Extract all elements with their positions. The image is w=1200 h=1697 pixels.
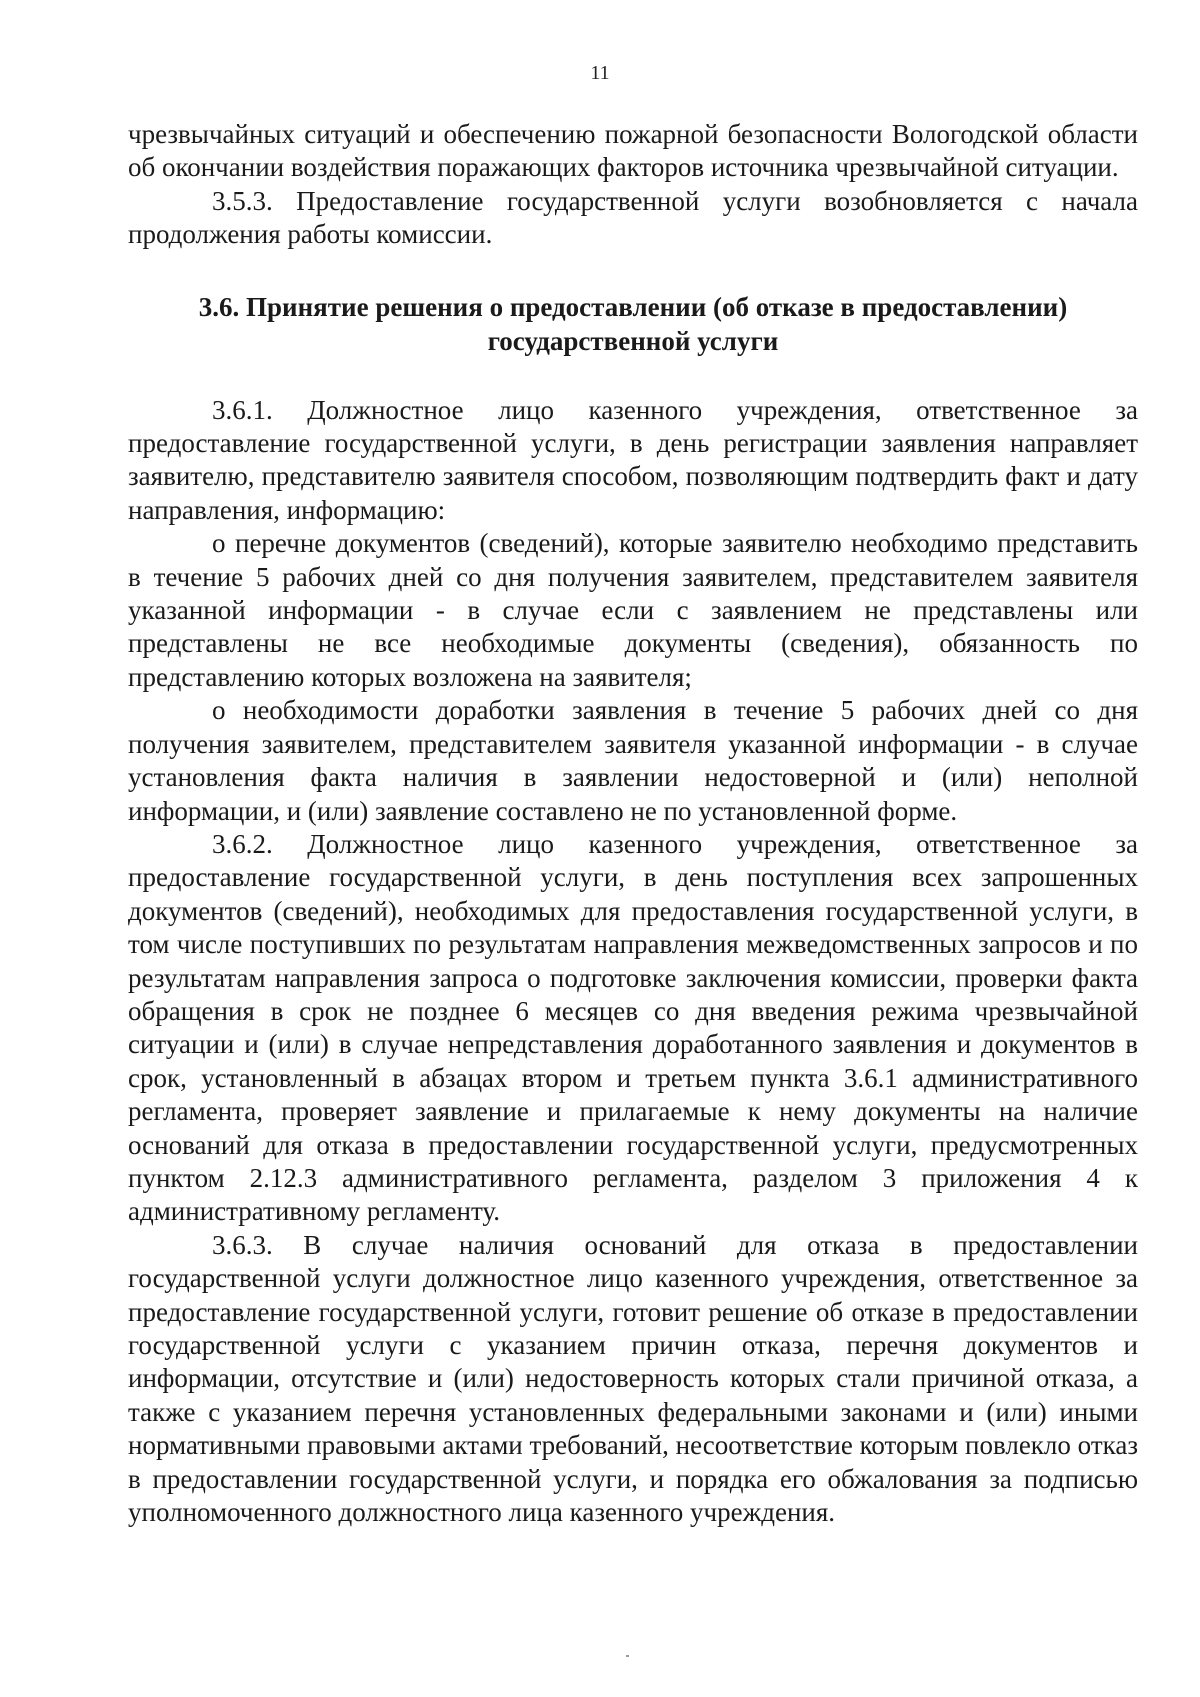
paragraph-3-5-3: 3.5.3. Предоставление государственной услуги возобновляется с начала продолжения работы комиссии.: [128, 185, 1138, 250]
section-heading-3-6: [128, 290, 1138, 358]
paragraph-3-6-1: 3.6.1. Должностное лицо казенного учреждения, ответственное за предоставление государственной услуги, в день регистрации заявления направляет заявителю, представителю заявителя способом, позволяющим подтвердить факт и дату направления, информацию:: [128, 394, 1138, 525]
paragraph-3-6-2: 3.6.2. Должностное лицо казенного учреждения, ответственное за предоставление государственной услуги, в день поступления всех запрошенных документов (сведений), необходимых для предоставления государственной услуги, в том числе поступивших по результатам направления межведомственных запросов и по результатам направления запроса о подготовке заключения комиссии, проверки факта обращения в срок не позднее 6 месяцев со дня введения режима чрезвычайной ситуации и (или) в случае непредставления доработанного заявления и документов в срок, установленный в абзацах втором и третьем пункта 3.6.1 административного регламента, проверяет заявление и прилагаемые к нему документы на наличие оснований для отказа в предоставлении государственной услуги, предусмотренных пунктом 2.12.3 административного регламента, разделом 3 приложения 4 к административному регламенту.: [128, 828, 1138, 1227]
page-number: 11: [590, 62, 610, 84]
paragraph-3-6-1-item-a: о перечне документов (сведений), которые заявителю необходимо представить в течение 5 рабочих дней со дня получения заявителем, представителем заявителя указанной информации - в случае если с заявлением не представлены или представлены не все необходимые документы (сведения), обязанность по представлению которых возложена на заявителя;: [128, 528, 1138, 692]
paragraph-continuation: чрезвычайных ситуаций и обеспечению пожарной безопасности Вологодской области об окончании воздействия поражающих факторов источника чрезвычайной ситуации.: [128, 119, 1138, 183]
section-heading-line-1: 3.6. Принятие решения о предоставлении (об отказе в предоставлении): [198, 291, 1068, 322]
scan-speck: [626, 1655, 629, 1657]
document-body: [128, 118, 1138, 1529]
paragraph-3-6-3: 3.6.3. В случае наличия оснований для отказа в предоставлении государственной услуги должностное лицо казенного учреждения, ответственное за предоставление государственной услуги, готовит решение об отказе в предоставлении государственной услуги с указанием причин отказа, перечня документов и информации, отсутствие и (или) недостоверность которых стали причиной отказа, а также с указанием перечня установленных федеральными законами и (или) иными нормативными правовыми актами требований, несоответствие которым повлекло отказ в предоставлении государственной услуги, и порядка его обжалования за подписью уполномоченного должностного лица казенного учреждения.: [128, 1229, 1138, 1528]
section-heading-line-2: государственной услуги: [487, 325, 779, 356]
paragraph-3-6-1-item-b: о необходимости доработки заявления в течение 5 рабочих дней со дня получения заявителем, представителем заявителя указанной информации - в случае установления факта наличия в заявлении недостоверной и (или) неполной информации, и (или) заявление составлено не по установленной форме.: [128, 695, 1138, 826]
